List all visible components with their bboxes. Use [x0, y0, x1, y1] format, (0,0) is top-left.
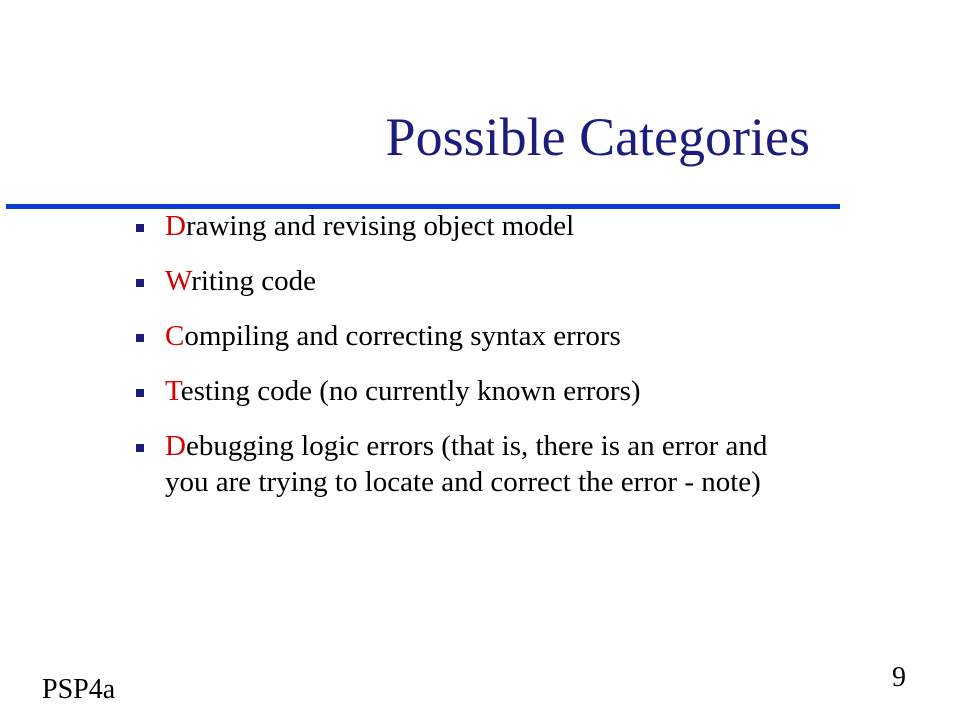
bullet-text: ebugging logic errors (that is, there is an error and you are trying to locate and correct the error - note) [165, 430, 768, 498]
bullet-list [134, 208, 794, 519]
slide-title: Possible Categories [385, 107, 810, 167]
bullet-initial: W [165, 265, 192, 297]
bullet-item [134, 263, 794, 299]
bullet-initial: D [165, 430, 186, 462]
bullet-text: riting code [191, 265, 317, 297]
square-bullet-icon [136, 444, 144, 452]
bullet-initial: D [165, 210, 186, 242]
bullet-item [134, 208, 794, 244]
footer-label: PSP4a [42, 674, 116, 705]
square-bullet-icon [136, 224, 144, 232]
bullet-text: esting code (no currently known errors) [180, 375, 641, 407]
bullet-item [134, 428, 794, 500]
square-bullet-icon [136, 279, 144, 287]
bullet-initial: C [165, 320, 185, 352]
square-bullet-icon [136, 389, 144, 397]
bullet-item [134, 373, 794, 409]
bullet-initial: T [165, 375, 181, 407]
bullet-text: ompiling and correcting syntax errors [184, 320, 621, 352]
page-number: 9 [892, 662, 906, 693]
square-bullet-icon [136, 334, 144, 342]
bullet-item [134, 318, 794, 354]
bullet-text: rawing and revising object model [185, 210, 575, 242]
